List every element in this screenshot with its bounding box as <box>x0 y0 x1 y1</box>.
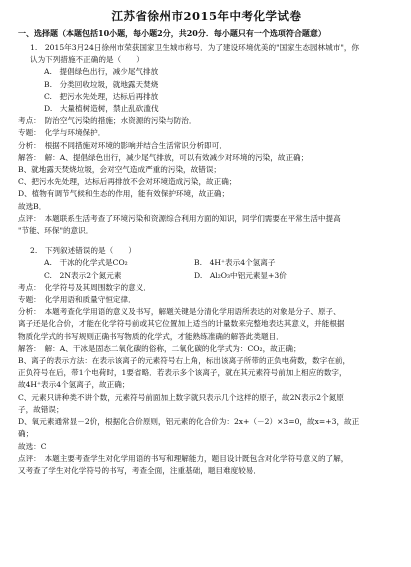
q1-zhuanti: 专题： 化学与环境保护． <box>18 128 106 138</box>
q2-dianping-line-2: 又考查了学生对化学符号的书写，考查全面，注重基础，题目难度较易． <box>18 465 261 475</box>
q1-stem-line-1: 1. 2015年3月24日徐州市荣获国家卫生城市称号．为了建设环境优美的"国家生态园林城市"，你 <box>30 43 360 52</box>
q2-jieda-line-8: 确； <box>18 429 34 439</box>
q1-option-d: D. 大量植树造树，禁止乱砍滥伐 <box>44 104 159 114</box>
question-1 <box>18 42 395 237</box>
question-2 <box>18 245 395 477</box>
q1-jieda-line-3: C、把污水先处理，达标后再排放不会对环境造成污染，故正确； <box>18 177 237 187</box>
q2-answer: 故选：C <box>18 441 47 451</box>
q2-fenxi-line-2: 离子还是化合价，才能在化学符号前或其它位置加上适当的计量数来完整地表达其意义，并能根据 <box>18 319 345 329</box>
q2-fenxi-line-3: 物质化学式的书写规则正确书写物质的化学式，才能熟练准确的解答此类题目． <box>18 331 284 341</box>
page-title: 江苏省徐州市2015年中考化学试卷 <box>111 9 302 23</box>
q1-jieda-line-4: D、植物有调节气候和生态的作用，能有效保护环境，故正确； <box>18 189 230 199</box>
q2-options <box>18 257 395 281</box>
q2-option-c: C. 2N表示2个氮元素 <box>44 270 122 280</box>
q1-dianping-line-1: 点评： 本题联系生活考查了环境污染和资源综合利用方面的知识，同学们需要在平常生活中提高 <box>18 213 341 223</box>
q2-jieda-line-5: C、元素只讲种类不讲个数，元素符号前面加上数字就只表示几个这样的原子，故2N表示2个氮原 <box>18 392 344 402</box>
q1-option-a: A. 提倡绿色出行，减少尾气排放 <box>44 67 159 77</box>
q2-fenxi-line-1: 分析： 本题考查化学用语的意义及书写，解题关键是分清化学用语所表达的对象是分子、原子、 <box>18 307 341 317</box>
q1-answer: 故选B． <box>18 201 47 211</box>
q1-jieda-line-2: B、就地露天焚烧垃圾，会对空气造成严重的污染，故错误； <box>18 165 222 175</box>
q1-option-c: C. 把污水先处理，达标后再排放 <box>44 91 159 101</box>
q1-dianping-line-2: "节能、环保"的意识． <box>18 226 94 236</box>
q2-jieda-line-3: 正负符号在后，带1个电荷时，1要省略．若表示多个该离子，就在其元素符号前加上相应的数字， <box>18 368 347 378</box>
q1-jieda-line-1: 解答： 解：A、提倡绿色出行，减少尾气排放，可以有效减少对环境的污染，故正确； <box>18 152 309 162</box>
q2-jieda-line-6: 子，故错误； <box>18 404 64 414</box>
q2-option-a: A. 干冰的化学式是CO₂ <box>44 258 128 268</box>
q2-option-b: B. 4H⁺表示4个氢离子 <box>194 258 276 268</box>
q2-jieda-line-2: B、离子的表示方法：在表示该离子的元素符号右上角，标出该离子所带的正负电荷数，数字在前， <box>18 356 351 366</box>
q2-stem: 2. 下列叙述错误的是（ ） <box>30 246 136 256</box>
section-heading: 一、选择题（本题包括10小题，每小题2分，共20分．每小题只有一个选项符合题意） <box>18 28 326 38</box>
q2-jieda-line-1: 解答： 解：A、干冰是固态二氧化碳的俗称，二氧化碳的化学式为：CO₂，故正确； <box>18 343 301 353</box>
q2-zhuanti: 专题： 化学用语和质量守恒定律． <box>18 295 136 305</box>
q2-jieda-line-7: D、氧元素通常显－2价，根据化合价原则，铝元素的化合价为：2x+（－2）×3=0，故x=+3，故正 <box>18 417 360 427</box>
q1-stem-line-2: 认为下列措施不正确的是（ ） <box>30 55 144 65</box>
q2-jieda-line-4: 故4H⁺表示4个氢离子，故正确； <box>18 380 130 390</box>
q1-fenxi: 分析： 根据不同措施对环境的影响并结合生活常识分析即可． <box>18 140 227 150</box>
q1-option-b: B. 分类回收垃圾，就地露天焚烧 <box>44 79 159 89</box>
q1-kaodian: 考点： 防治空气污染的措施；水资源的污染与防治． <box>18 116 197 126</box>
q2-kaodian: 考点： 化学符号及其周围数字的意义． <box>18 282 151 292</box>
q2-option-d: D. Al₂O₃中铝元素显+3价 <box>194 270 287 280</box>
q2-dianping-line-1: 点评： 本题主要考查学生对化学用语的书写和理解能力，题目设计既包含对化学符号意义的了解， <box>18 453 349 463</box>
